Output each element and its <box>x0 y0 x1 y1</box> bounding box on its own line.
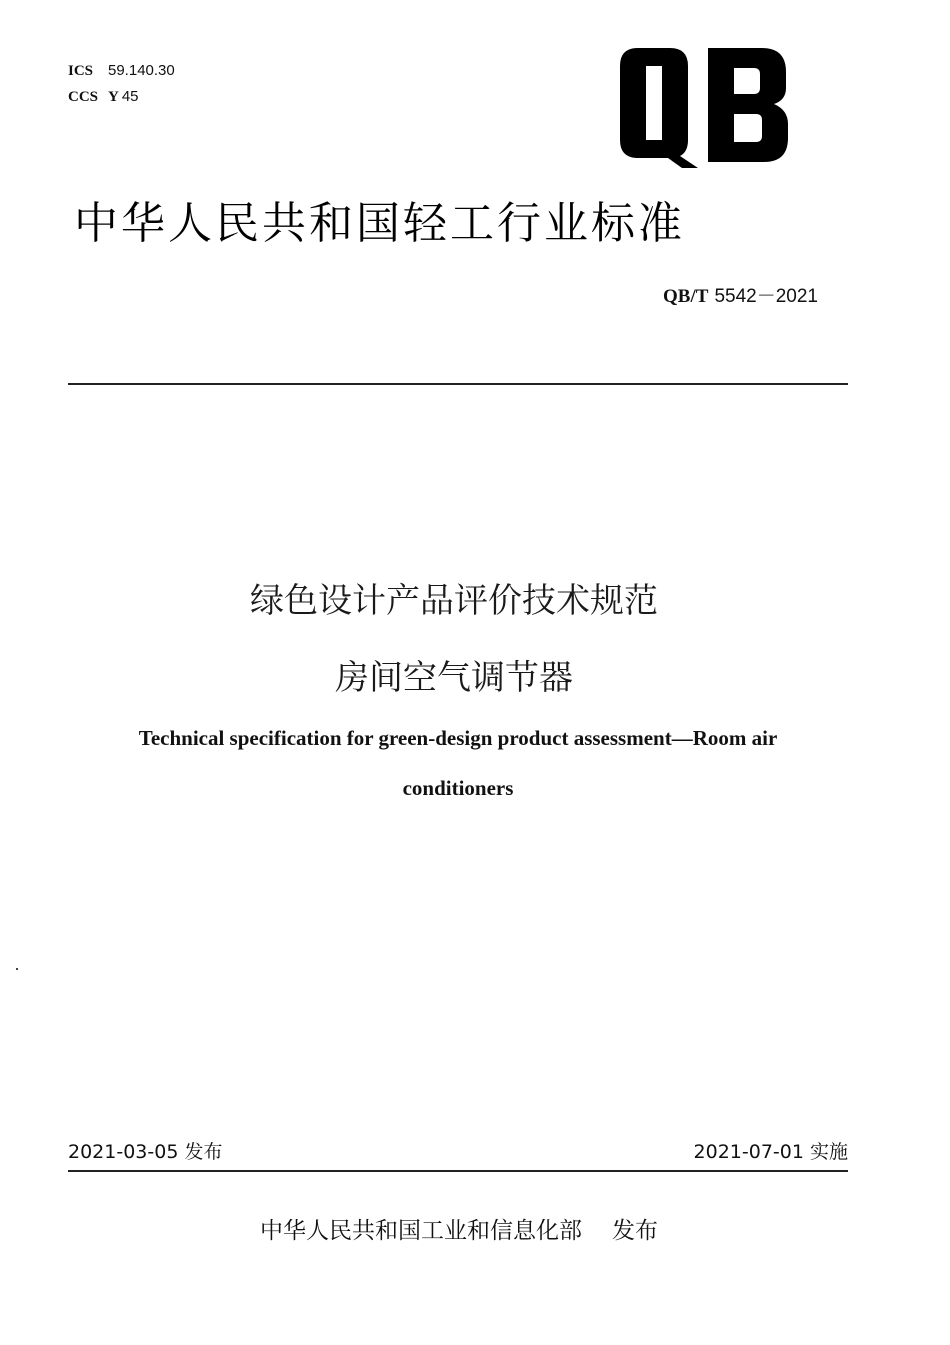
ics-label: ICS <box>68 63 94 79</box>
standard-number <box>663 284 818 309</box>
ccs-number: 45 <box>121 88 139 105</box>
ics-code <box>68 61 175 81</box>
implementation-date: 2021-07-01 实施 <box>693 1141 848 1163</box>
qb-logo <box>612 44 792 174</box>
chinese-title-line2: 房间空气调节器 <box>335 658 573 698</box>
industry-standard-title: 中华人民共和国轻工行业标准 <box>74 198 685 249</box>
chinese-title-line1: 绿色设计产品评价技术规范 <box>250 581 658 621</box>
issue-action: 发布 <box>612 1218 658 1244</box>
ccs-label: CCS <box>68 89 99 105</box>
scan-speck <box>16 968 18 970</box>
logo-letter-q <box>620 48 698 168</box>
standard-number-prefix: QB/T <box>663 286 709 307</box>
ics-value: 59.140.30 <box>108 62 175 79</box>
issuing-authority <box>260 1214 658 1248</box>
ccs-letter: Y <box>108 89 119 105</box>
ccs-code <box>68 87 139 107</box>
bottom-divider <box>68 1170 848 1172</box>
english-title-line1: Technical specification for green-design product assessment—Room air <box>138 726 778 750</box>
standard-number-value: 5542－2021 <box>714 286 818 307</box>
logo-letter-b <box>708 48 788 162</box>
top-divider <box>68 383 848 385</box>
authority-name: 中华人民共和国工业和信息化部 <box>260 1218 582 1244</box>
release-date: 2021-03-05 发布 <box>68 1141 223 1163</box>
english-title-line2: conditioners <box>402 776 514 800</box>
